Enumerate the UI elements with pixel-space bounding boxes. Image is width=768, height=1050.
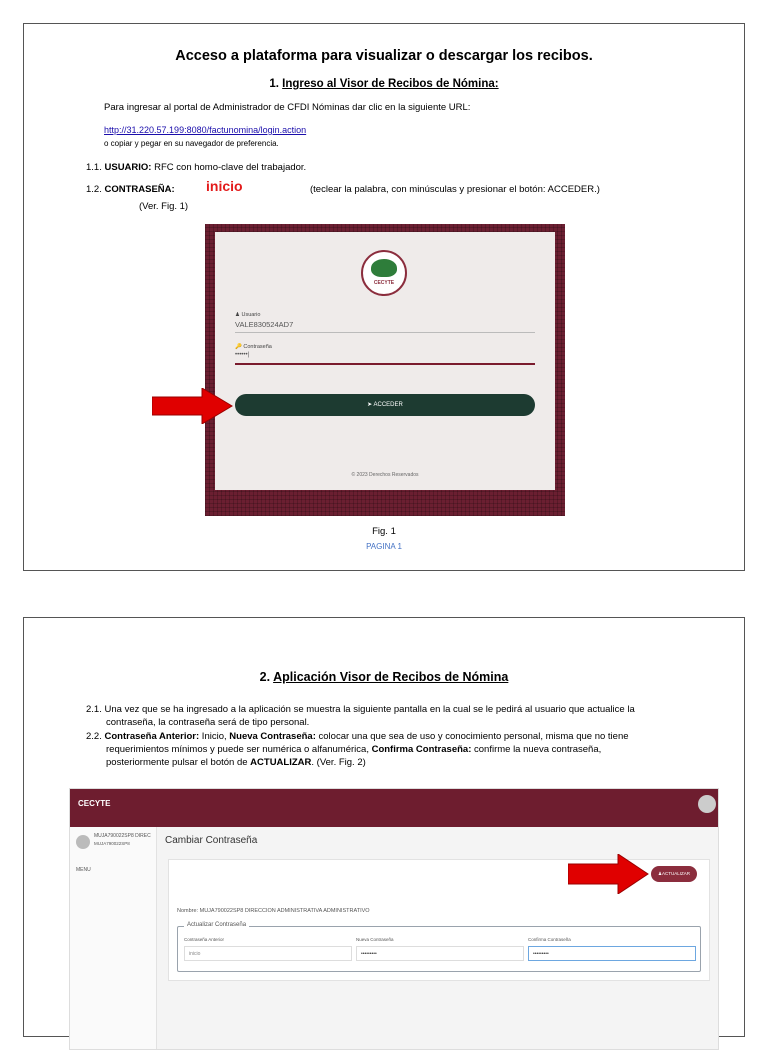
sidebar (70, 827, 157, 1049)
red-arrow-icon (152, 388, 234, 424)
confirm-password-input[interactable]: ••••••••• (528, 946, 696, 961)
actualizar-button[interactable] (651, 866, 697, 882)
new-password-input[interactable]: ••••••••• (356, 946, 524, 961)
user-icon: ♟ (657, 871, 663, 876)
key-icon: 🔑 (235, 344, 242, 350)
item-number: 2.1. (86, 704, 102, 715)
item-number: 1.1. (86, 162, 102, 173)
item-text: RFC con homo-clave del trabajador. (154, 162, 307, 173)
item-label: CONTRASEÑA: (104, 184, 175, 195)
logo-text: CECYTE (373, 280, 395, 286)
item-text: requerimientos mínimos y puede ser numérica o alfanumérica, (106, 744, 372, 755)
item-2-2 (86, 731, 629, 742)
sidebar-user-rfc: MUJA790022SP8 (94, 841, 130, 846)
username-input[interactable]: VALE830524AD7 (235, 320, 294, 329)
item-text: colocar una que sea de uso y conocimiento personal, misma que no tiene (315, 731, 629, 742)
avatar (76, 835, 90, 849)
item-2-2-line3 (106, 757, 366, 768)
item-contrasena (86, 184, 175, 195)
page-title: Acceso a plataforma para visualizar o descargar los recibos. (175, 48, 593, 64)
fieldset-legend: Actualizar Contraseña (184, 922, 249, 928)
acceder-label: ACCEDER (373, 402, 403, 408)
cecyte-logo (361, 250, 407, 296)
page-label: PAGINA 1 (366, 542, 402, 551)
password-label (235, 344, 272, 350)
login-screenshot (205, 224, 565, 516)
confirm-password-label: Confirma Contraseña (528, 937, 571, 942)
login-card (215, 232, 555, 490)
item-text: Una vez que se ha ingresado a la aplicación se muestra la siguiente pantalla en la cual se le pedirá al usuario que actualice la (104, 704, 635, 715)
item-text: confirme la nueva contraseña, (471, 744, 602, 755)
app-topbar (70, 789, 718, 827)
item-number: 2.2. (86, 731, 102, 742)
send-icon: ➤ (367, 402, 373, 408)
sidebar-user-name: MUJA790022SP8 DIREC (94, 833, 151, 839)
password-label-text: Contraseña (243, 344, 272, 350)
figure-reference: (Ver. Fig. 1) (139, 201, 189, 212)
acceder-button[interactable] (235, 394, 535, 416)
intro-text: Para ingresar al portal de Administrador de CFDI Nóminas dar clic en la siguiente URL: (104, 102, 471, 113)
red-arrow-icon (568, 854, 650, 894)
bold-term: Nueva Contraseña: (229, 731, 316, 742)
section-title: Aplicación Visor de Recibos de Nómina (273, 670, 509, 684)
bold-term: Confirma Contraseña: (371, 744, 472, 755)
password-word: inicio (206, 178, 243, 194)
figure-caption: Fig. 1 (372, 526, 396, 537)
item-usuario (86, 162, 306, 173)
actualizar-label: ACTUALIZAR (662, 871, 691, 876)
item-text: . (Ver. Fig. 2) (311, 757, 366, 768)
change-password-screenshot (69, 788, 719, 1050)
item-2-2-line2 (106, 744, 601, 755)
username-underline (235, 332, 535, 333)
new-password-label: Nueva Contraseña (356, 937, 394, 942)
bold-term: ACTUALIZAR (250, 757, 312, 768)
sidebar-menu-label[interactable]: MENU (76, 867, 91, 873)
item-instruction: (teclear la palabra, con minúsculas y presionar el botón: ACCEDER.) (310, 184, 600, 195)
page-heading: Cambiar Contraseña (165, 835, 258, 846)
item-2-1 (86, 704, 635, 715)
item-text: posteriormente pulsar el botón de (106, 757, 251, 768)
item-number: 1.2. (86, 184, 102, 195)
section-number: 1. (269, 78, 279, 90)
login-url-link[interactable]: http://31.220.57.199:8080/factunomina/login.action (104, 125, 307, 135)
password-underline (235, 363, 535, 365)
section-2-heading (24, 670, 744, 684)
user-avatar[interactable] (698, 795, 716, 813)
password-fieldset (177, 922, 701, 972)
copyright-footer: © 2023 Derechos Reservados (351, 472, 419, 478)
user-name-line: Nombre: MUJA790022SP8 DIRECCION ADMINISTRATIVA ADMINISTRATIVO (177, 908, 370, 914)
section-title: Ingreso al Visor de Recibos de Nómina: (282, 78, 499, 90)
document-page-2 (23, 617, 745, 1037)
item-2-1-cont: contraseña, la contraseña será de tipo personal. (106, 717, 310, 728)
old-password-label: Contraseña Anterior (184, 937, 225, 942)
brand-logo: CECYTE (78, 799, 111, 808)
username-label-text: Usuario (241, 312, 261, 318)
password-input[interactable]: ••••••| (235, 352, 250, 358)
item-label: USUARIO: (104, 162, 152, 173)
old-password-input[interactable]: inicio (184, 946, 352, 961)
section-1-heading (24, 78, 744, 90)
username-label (235, 312, 260, 318)
section-number: 2. (259, 670, 271, 684)
logo-emblem-icon (371, 259, 397, 277)
item-text: Inicio, (199, 731, 230, 742)
bold-term: Contraseña Anterior: (104, 731, 200, 742)
document-page-1 (23, 23, 745, 571)
url-note: o copiar y pegar en su navegador de preferencia. (104, 139, 279, 148)
user-icon: ♟ (235, 312, 240, 318)
